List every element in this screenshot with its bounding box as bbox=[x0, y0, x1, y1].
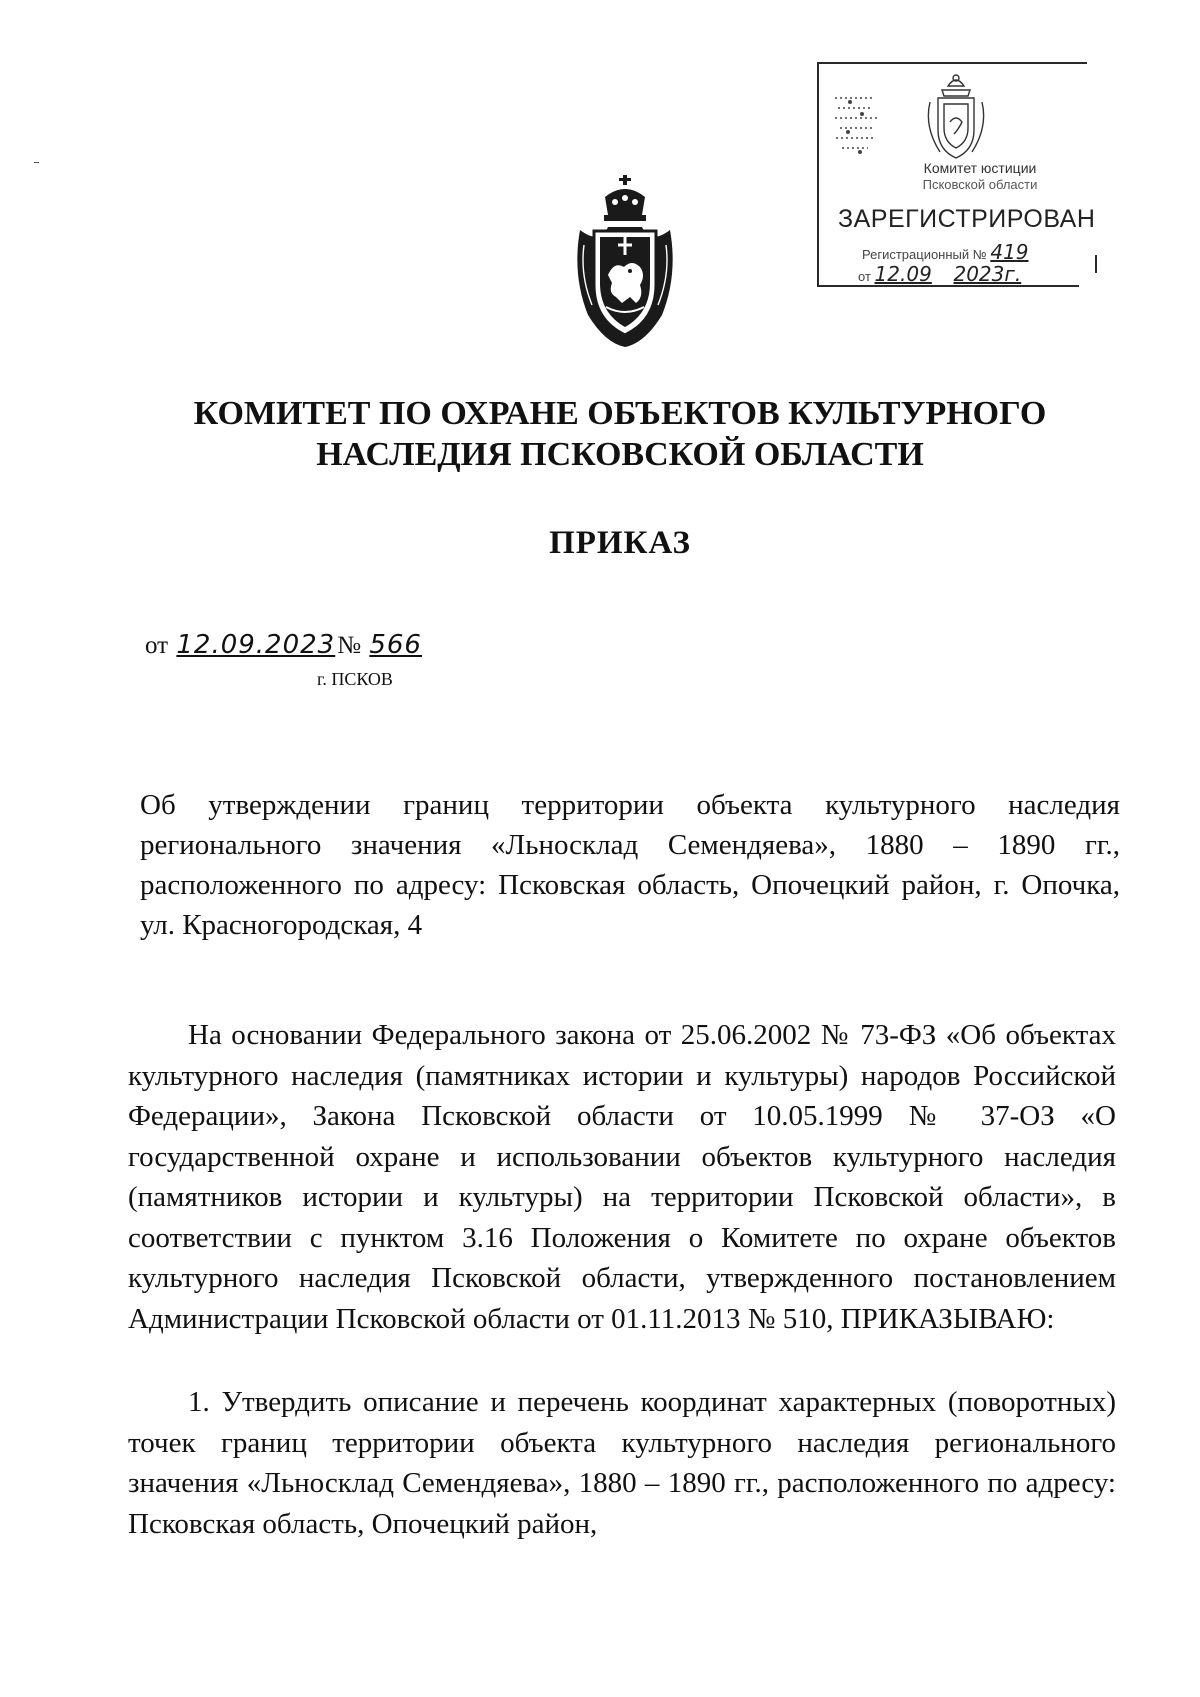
order-item-1: 1. Утвердить описание и перечень координат характерных (поворотных) точек границ территории объекта культурного наследия регионального значения «Льносклад Семендяева», 1880 – 1890 гг., расположенного по адресу: Псковская область, Опочецкий район, bbox=[128, 1386, 1116, 1540]
stamp-right-tick bbox=[1095, 255, 1097, 273]
stamp-coat-of-arms-icon bbox=[920, 72, 992, 164]
org-title-line1: КОМИТЕТ ПО ОХРАНЕ ОБЪЕКТОВ КУЛЬТУРНОГО bbox=[193, 395, 1047, 432]
stamp-reg-number-value: 419 bbox=[990, 240, 1029, 264]
stamp-authority-line2: Псковской области bbox=[922, 177, 1038, 192]
stamp-registration-date bbox=[858, 262, 1021, 286]
order-date-number bbox=[145, 630, 424, 660]
document-type: ПРИКАЗ bbox=[549, 525, 691, 561]
stamp-status: ЗАРЕГИСТРИРОВАН bbox=[838, 205, 1096, 233]
order-preamble: На основании Федерального закона от 25.06.2002 № 73-ФЗ «Об объектах культурного наследия (памятниках истории и культуры) народов Российской Федерации», Закона Псковской области от 10.05.1999 № 37-ОЗ «О государственной охране и использовании объектов культурного наследия (памятников истории и культуры) на территории Псковской области», в соответствии с пунктом 3.16 Положения о Комитете по охране объектов культурного наследия Псковской области, утвержденного постановлением Администрации Псковской области от 01.11.2013 № 510, ПРИКАЗЫВАЮ: bbox=[128, 1019, 1116, 1335]
stamp-registration-number bbox=[862, 240, 1029, 264]
stamp-date-prefix: от bbox=[858, 269, 871, 284]
order-number-sign: № bbox=[337, 632, 362, 659]
order-number-value: 566 bbox=[369, 630, 422, 660]
order-subject: Об утверждении границ территории объекта культурного наследия регионального значения «Льносклад Семендяева», 1880 – 1890 гг., расположенного по адресу: Псковская область, Опочецкий район, г. Опочка, ул. Красногородская, 4 bbox=[140, 789, 1120, 941]
stamp-date-year: 2023г. bbox=[953, 262, 1022, 286]
coat-of-arms-icon bbox=[570, 175, 680, 350]
stamp-reg-number-label: Регистрационный № bbox=[862, 247, 987, 262]
order-city: г. ПСКОВ bbox=[317, 669, 393, 689]
order-date-value: 12.09.2023 bbox=[176, 630, 336, 660]
stamp-date-day-month: 12.09 bbox=[874, 262, 932, 286]
stamp-authority-line1: Комитет юстиции bbox=[923, 160, 1037, 176]
stamp-side-marks bbox=[830, 92, 885, 162]
organization-title bbox=[150, 393, 1090, 475]
margin-mark bbox=[34, 162, 39, 163]
order-date-prefix: от bbox=[145, 632, 169, 659]
org-title-line2: НАСЛЕДИЯ ПСКОВСКОЙ ОБЛАСТИ bbox=[316, 436, 924, 473]
